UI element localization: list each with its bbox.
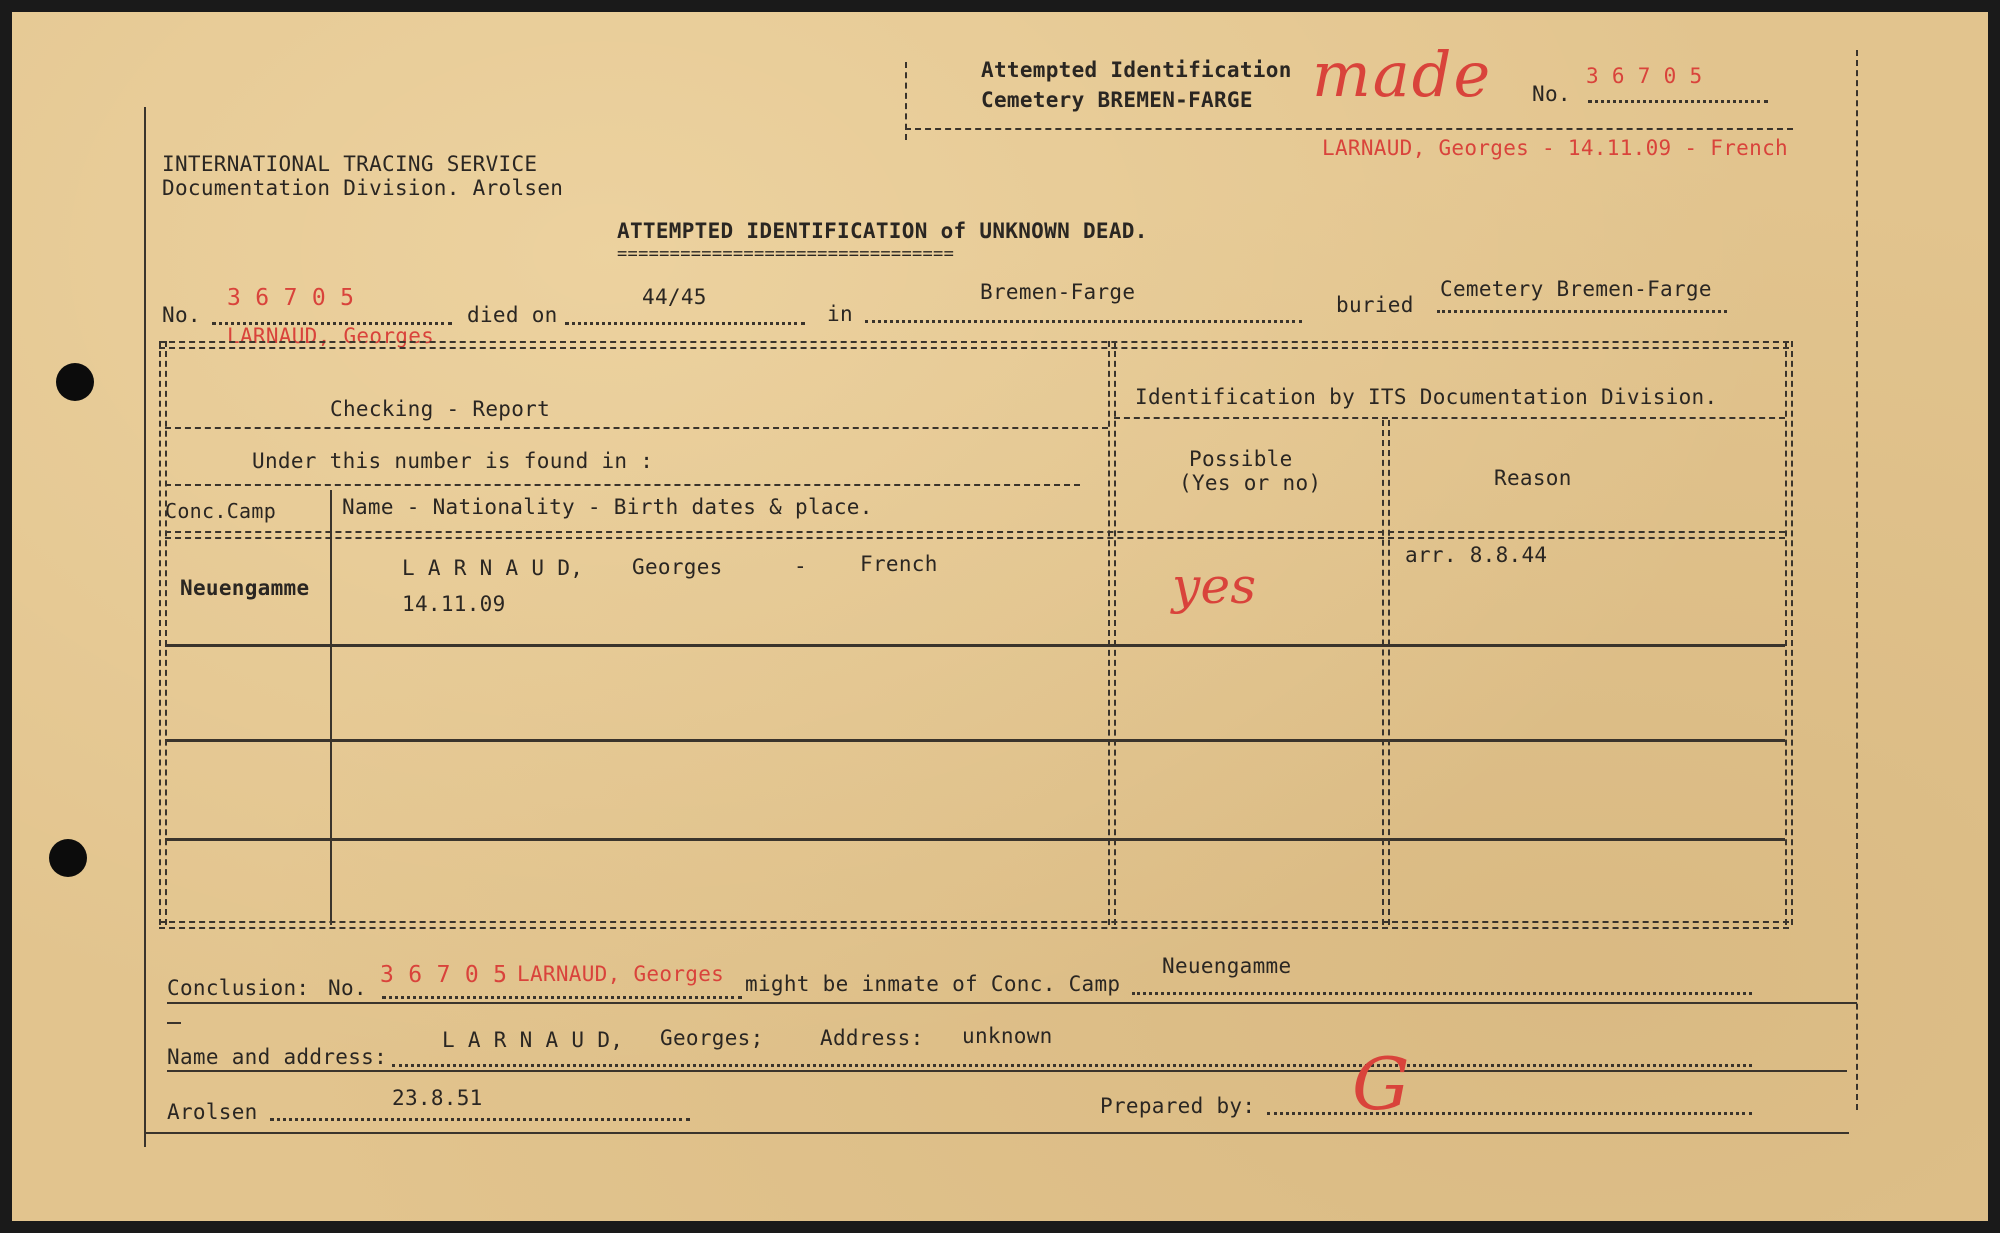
table-camp-name-divider	[330, 490, 332, 925]
row-camp: Neuengamme	[180, 576, 310, 600]
col-name-header: Name - Nationality - Birth dates & place.	[342, 495, 873, 519]
footer-place: Arolsen	[167, 1100, 258, 1124]
division-name: Documentation Division. Arolsen	[162, 176, 564, 200]
row-separator-1	[165, 644, 1785, 647]
table-top-rule	[159, 341, 1789, 349]
conclusion-name: LARNAUD, Georges	[517, 962, 725, 986]
found-in-label: Under this number is found in :	[252, 449, 654, 473]
row-nationality: French	[860, 552, 938, 576]
col-reason-header: Reason	[1494, 466, 1572, 490]
punch-hole-bottom	[49, 839, 87, 877]
prepared-by-initial: G	[1352, 1042, 1410, 1126]
checking-report-header: Checking - Report	[330, 397, 551, 421]
punch-hole-top	[56, 363, 94, 401]
col-possible-header-2: (Yes or no)	[1179, 471, 1322, 495]
name-address-dots	[392, 1064, 1752, 1067]
name-address-rule	[167, 1070, 1847, 1072]
conclusion-camp-dots	[1132, 992, 1752, 995]
row-surname: L A R N A U D,	[402, 556, 584, 580]
row-reason: arr. 8.8.44	[1405, 543, 1548, 567]
conclusion-camp: Neuengamme	[1162, 954, 1292, 978]
name-address-surname: L A R N A U D,	[442, 1028, 624, 1052]
row-separator-2	[165, 739, 1785, 742]
conclusion-label: Conclusion:	[167, 976, 310, 1000]
buried-dots	[1437, 310, 1727, 313]
top-box-no-value: 3 6 7 0 5	[1586, 64, 1703, 88]
conclusion-rule	[167, 1002, 1857, 1004]
org-name: INTERNATIONAL TRACING SERVICE	[162, 152, 538, 176]
record-no-value: 3 6 7 0 5	[227, 285, 355, 311]
title-underline: ================================	[617, 244, 955, 264]
row-dash: -	[794, 554, 807, 578]
record-no-label: No.	[162, 303, 201, 327]
identification-header-rule	[1114, 417, 1785, 419]
table-right-rule	[1785, 341, 1793, 925]
conclusion-no-label: No.	[328, 976, 367, 1000]
identification-header: Identification by ITS Documentation Division.	[1135, 385, 1718, 409]
conclusion-no-dots	[382, 996, 742, 999]
name-address-firstname: Georges;	[660, 1026, 764, 1050]
top-box-no-dots	[1588, 100, 1768, 103]
in-value: Bremen-Farge	[980, 280, 1136, 304]
col-camp-header: Conc.Camp	[165, 499, 277, 523]
footer-date-dots	[270, 1118, 690, 1121]
col-possible-header-1: Possible	[1189, 447, 1293, 471]
checking-header-rule	[165, 427, 1108, 429]
top-box-no-label: No.	[1532, 82, 1571, 106]
card-right-border	[1856, 50, 1858, 1110]
column-header-rule	[165, 531, 1785, 539]
died-dots	[565, 322, 805, 325]
subject-line: LARNAUD, Georges - 14.11.09 - French	[1322, 136, 1788, 160]
in-dots	[865, 320, 1302, 323]
record-name: LARNAUD, Georges	[227, 324, 435, 348]
top-box-line1: Attempted Identification	[981, 58, 1292, 82]
address-value: unknown	[962, 1024, 1053, 1048]
conclusion-tick	[167, 1022, 181, 1024]
top-box-line2: Cemetery BREMEN-FARGE	[981, 88, 1253, 112]
table-possible-reason-divider	[1382, 420, 1390, 925]
name-address-label: Name and address:	[167, 1045, 388, 1069]
card-left-border	[144, 107, 146, 1147]
identification-card	[12, 12, 1988, 1221]
in-label: in	[827, 302, 853, 326]
died-value: 44/45	[642, 285, 707, 309]
document-title: ATTEMPTED IDENTIFICATION of UNKNOWN DEAD.	[617, 219, 1148, 243]
buried-value: Cemetery Bremen-Farge	[1440, 277, 1712, 301]
row-firstname: Georges	[632, 555, 723, 579]
row-possible-handwritten: yes	[1172, 557, 1257, 615]
top-box-bottom-border	[905, 128, 1793, 130]
card-bottom-rule	[144, 1132, 1849, 1134]
conclusion-no-value: 3 6 7 0 5	[380, 962, 508, 988]
row-birthdate: 14.11.09	[402, 592, 506, 616]
footer-date: 23.8.51	[392, 1086, 483, 1110]
row-separator-3	[165, 838, 1785, 841]
died-label: died on	[467, 303, 558, 327]
table-bottom-rule	[159, 921, 1789, 929]
top-box-handwritten-note: made	[1312, 38, 1493, 111]
prepared-by-dots	[1267, 1112, 1752, 1115]
address-label: Address:	[820, 1026, 924, 1050]
found-in-rule	[165, 484, 1080, 486]
buried-label: buried	[1336, 293, 1414, 317]
prepared-by-label: Prepared by:	[1100, 1094, 1256, 1118]
conclusion-text: might be inmate of Conc. Camp	[745, 972, 1121, 996]
